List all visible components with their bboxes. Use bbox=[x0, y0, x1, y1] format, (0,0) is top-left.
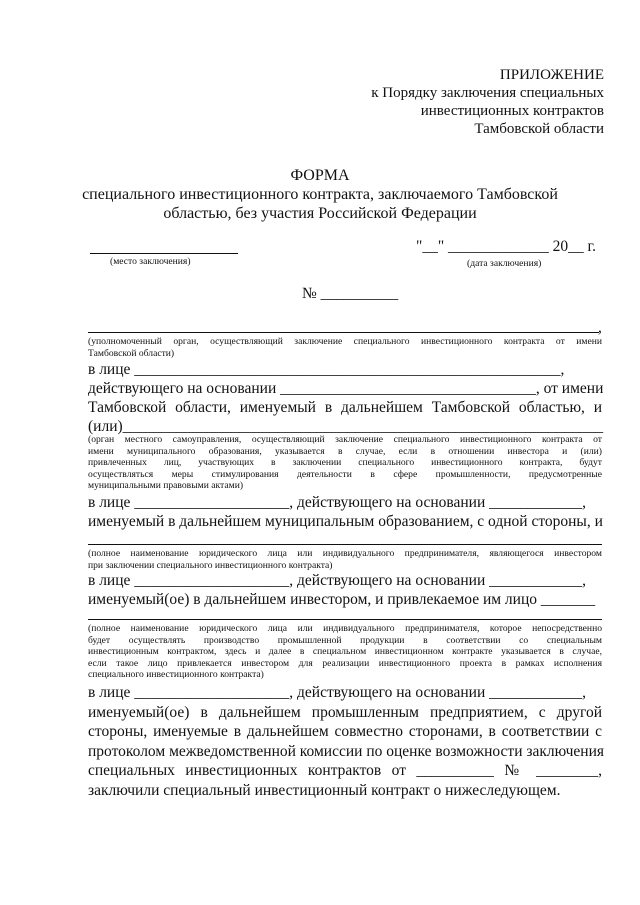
para-block-4 bbox=[88, 683, 605, 800]
date-caption: (дата заключения) bbox=[467, 258, 542, 269]
annex-title: ПРИЛОЖЕНИЕ bbox=[499, 67, 604, 83]
annex-line-3: инвестиционных контрактов bbox=[420, 103, 604, 119]
place-line bbox=[90, 253, 238, 254]
annex-line-2: к Порядку заключения специальных bbox=[371, 85, 604, 101]
note-line: инвестиционным контрактом, здесь и далее в специальном инвестиционном контракте указывается в случае, bbox=[88, 646, 602, 658]
note-line: (орган местного самоуправления, осуществляющий заключение специального инвестиционного контракта от bbox=[88, 434, 602, 445]
text-line: протоколом межведомственной комиссии по оценке возможности заключения bbox=[88, 742, 605, 760]
note-line: специального инвестиционного контракта) bbox=[88, 669, 264, 681]
word: именуемый bbox=[239, 399, 316, 416]
para-block-2 bbox=[88, 493, 602, 531]
para-block-3 bbox=[88, 571, 602, 609]
para-block-1 bbox=[88, 360, 602, 436]
annex-block bbox=[371, 66, 604, 138]
authorized-body-line bbox=[88, 332, 599, 333]
word: дальнейшем bbox=[341, 399, 423, 416]
text-line: именуемый(ое) в дальнейшем инвестором, и привлекаемое им лицо _______ bbox=[88, 591, 596, 608]
word: Тамбовской bbox=[88, 399, 167, 416]
form-title-block bbox=[0, 166, 640, 223]
word: области, bbox=[175, 399, 231, 416]
note-line: если такое лицо привлекается инвестором для реализации инвестиционного проекта в рамках исполнения bbox=[88, 657, 602, 669]
text-line: именуемый в дальнейшем муниципальным образованием, с одной стороны, и bbox=[88, 513, 603, 530]
text-line: в лице _______________________________________________________, bbox=[88, 361, 565, 378]
contract-number: № __________ bbox=[302, 285, 399, 302]
text-line: в лице ____________________, действующего на основании ____________, bbox=[88, 572, 587, 589]
note-line: имени муниципального образования, указывается в случае, если в отношении инвестора и (или) bbox=[88, 445, 602, 457]
note-line: при заключении специального инвестиционного контракта) bbox=[88, 559, 333, 571]
note-line: привлеченных лиц, участвующих в заключении специального инвестиционного контракта, будут bbox=[88, 457, 602, 469]
form-title: ФОРМА bbox=[290, 167, 350, 184]
text-line: в лице ____________________, действующего на основании ____________, bbox=[88, 684, 587, 701]
place-caption: (место заключения) bbox=[110, 256, 191, 267]
form-subtitle-line-1: специального инвестиционного контракта, заключаемого Тамбовской bbox=[82, 186, 558, 203]
text-line: заключили специальный инвестиционный контракт о нижеследующем. bbox=[88, 781, 561, 799]
word: действующего на основании bbox=[88, 380, 277, 397]
note-line: будет осуществлять производство промышленной продукции в соответствии со специальным bbox=[88, 634, 602, 646]
text-line: стороны, именуемые в дальнейшем совместно сторонами, в соответствии с bbox=[88, 723, 602, 740]
text-line: специальных инвестиционных контрактов от __________ № ________, bbox=[88, 762, 602, 779]
word: в bbox=[324, 399, 333, 416]
note-investor bbox=[88, 548, 602, 571]
note-line: осуществляться меры стимулирования деятельности в сфере промышленности, предусмотренные bbox=[88, 468, 602, 480]
text-line: именуемый(ое) в дальнейшем промышленным предприятием, с другой bbox=[88, 703, 602, 721]
date-field: "__" _____________ 20__ г. bbox=[416, 238, 597, 255]
word: Тамбовской bbox=[431, 399, 510, 416]
text-line: (или)______________________________________________________________ bbox=[88, 418, 604, 435]
investor-line bbox=[88, 544, 602, 545]
note-line: Тамбовской области) bbox=[88, 347, 175, 359]
word: и bbox=[593, 399, 603, 416]
comma-1: , bbox=[598, 319, 602, 336]
note-line: (полное наименование юридического лица или индивидуального предпринимателя, являющегося инвестором bbox=[88, 548, 602, 559]
text-line bbox=[88, 398, 602, 417]
note-line: (уполномоченный орган, осуществляющий заключение специального инвестиционного контракта от имени bbox=[88, 336, 602, 347]
text-line bbox=[88, 379, 602, 398]
note-authorized-body bbox=[88, 336, 602, 359]
form-subtitle-line-2: областью, без участия Российской Федерации bbox=[163, 205, 477, 222]
note-line: муниципальными правовыми актами) bbox=[88, 480, 244, 492]
word: областью, bbox=[518, 399, 585, 416]
note-line: (полное наименование юридического лица или индивидуального предпринимателя, которое непосредственно bbox=[88, 623, 602, 634]
annex-line-4: Тамбовской области bbox=[474, 121, 604, 137]
enterprise-line bbox=[88, 619, 602, 620]
word: от имени bbox=[543, 380, 604, 397]
note-municipal-body bbox=[88, 434, 602, 492]
word: _________________________________, bbox=[280, 380, 540, 397]
text-line: в лице ____________________, действующего на основании ____________, bbox=[88, 494, 587, 511]
note-enterprise bbox=[88, 623, 602, 681]
